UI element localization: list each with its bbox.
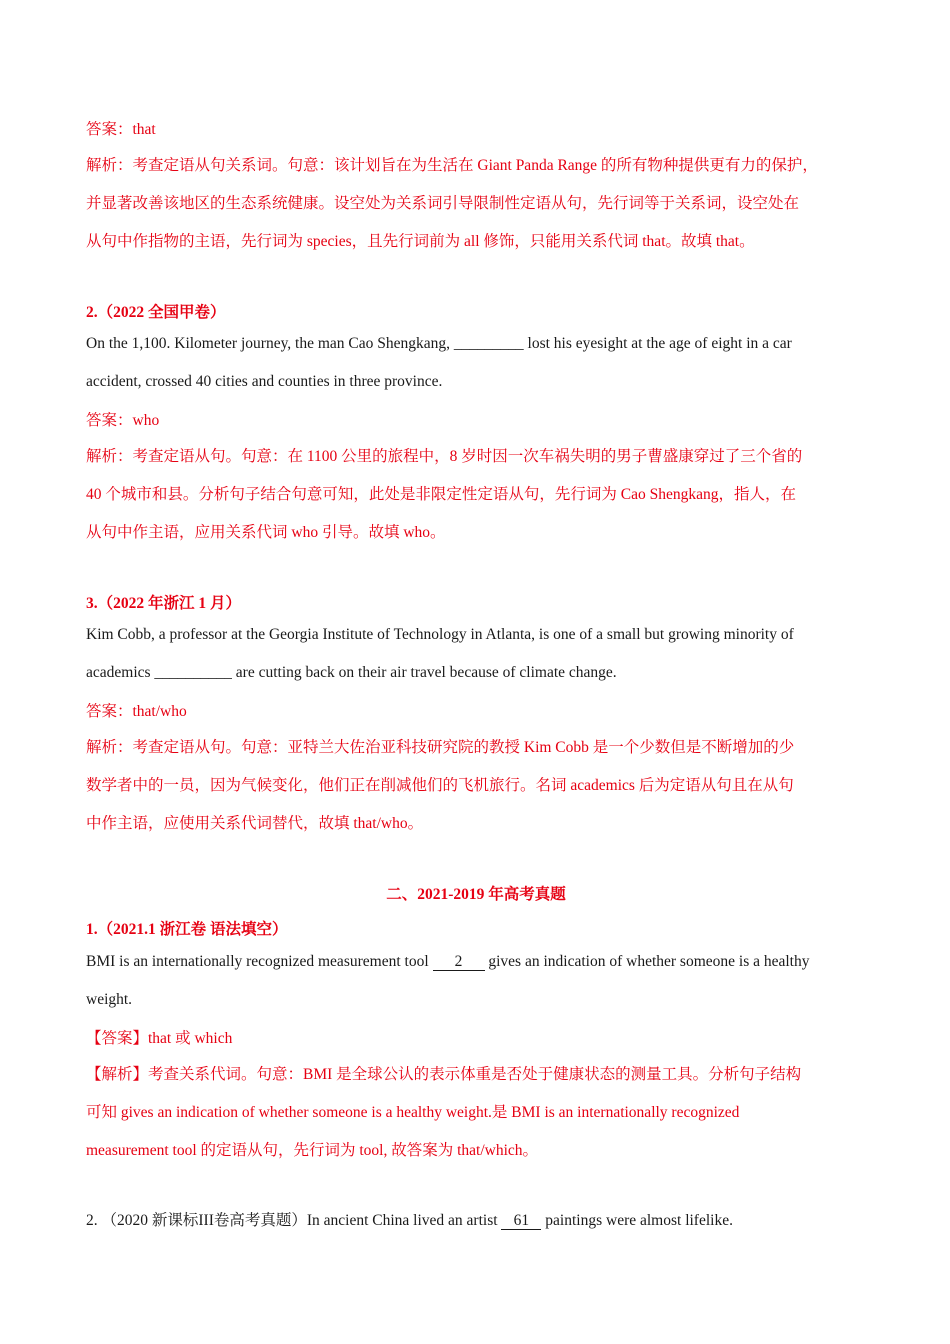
question-heading: 1.（2021.1 浙江卷 语法填空）	[86, 921, 288, 938]
question-heading: 3.（2022 年浙江 1 月）	[86, 595, 242, 612]
analysis-line: 解析：考查定语从句。句意：在 1100 公里的旅程中，8 岁时因一次车祸失明的男子曹盛康穿过了三个省的	[86, 448, 803, 465]
analysis-line: 从句中作主语，应用关系代词 who 引导。故填 who。	[86, 524, 446, 541]
analysis-line: measurement tool 的定语从句，先行词为 tool, 故答案为 that/which。	[86, 1142, 539, 1159]
question-text: On the 1,100. Kilometer journey, the man Cao Shengkang, _________ lost his eyesight at the age of eight in a car	[86, 335, 792, 352]
question-text: Kim Cobb, a professor at the Georgia Institute of Technology in Atlanta, is one of a small but growing minority of	[86, 626, 794, 643]
answer-text: 【答案】that 或 which	[86, 1030, 233, 1047]
question-text: weight.	[86, 991, 133, 1008]
answer-text: 答案：that	[86, 121, 156, 138]
analysis-line: 并显著改善该地区的生态系统健康。设空处为关系词引导限制性定语从句，先行词等于关系词，设空处在	[86, 195, 800, 212]
section-title: 二、2021-2019 年高考真题	[386, 886, 566, 903]
analysis-line: 解析：考查定语从句关系词。句意：该计划旨在为生活在 Giant Panda Range 的所有物种提供更有力的保护，	[86, 157, 818, 174]
question-text: academics __________ are cutting back on their air travel because of climate change.	[86, 664, 617, 681]
analysis-line: 数学者中的一员，因为气候变化，他们正在削减他们的飞机旅行。名词 academics 后为定语从句且在从句	[86, 777, 794, 794]
answer-text: 答案：who	[86, 412, 160, 429]
question-heading: 2.（2022 全国甲卷）	[86, 304, 226, 321]
answer-blank: 61	[501, 1213, 541, 1230]
answer-blank: __________	[154, 664, 232, 681]
answer-blank: 2	[433, 954, 485, 971]
analysis-line: 【解析】考查关系代词。句意：BMI 是全球公认的表示体重是否处于健康状态的测量工具。分析句子结构	[86, 1066, 802, 1083]
analysis-line: 可知 gives an indication of whether someone is a healthy weight.是 BMI is an internationally recognized	[86, 1104, 740, 1121]
analysis-line: 40 个城市和县。分析句子结合句意可知，此处是非限定性定语从句，先行词为 Cao Shengkang，指人，在	[86, 486, 796, 503]
analysis-line: 解析：考查定语从句。句意：亚特兰大佐治亚科技研究院的教授 Kim Cobb 是一个少数但是不断增加的少	[86, 739, 795, 756]
analysis-line: 中作主语，应使用关系代词替代，故填 that/who。	[86, 815, 424, 832]
question-text: accident, crossed 40 cities and counties in three province.	[86, 373, 443, 390]
answer-text: 答案：that/who	[86, 703, 187, 720]
question-text: 2. （2020 新课标III卷高考真题）In ancient China lived an artist 61 paintings were almost lifelike.	[86, 1212, 733, 1229]
question-text: BMI is an internationally recognized measurement tool 2 gives an indication of whether someone is a healthy	[86, 953, 810, 970]
answer-blank: _________	[453, 335, 524, 352]
analysis-line: 从句中作指物的主语，先行词为 species，且先行词前为 all 修饰，只能用关系代词 that。故填 that。	[86, 233, 755, 250]
